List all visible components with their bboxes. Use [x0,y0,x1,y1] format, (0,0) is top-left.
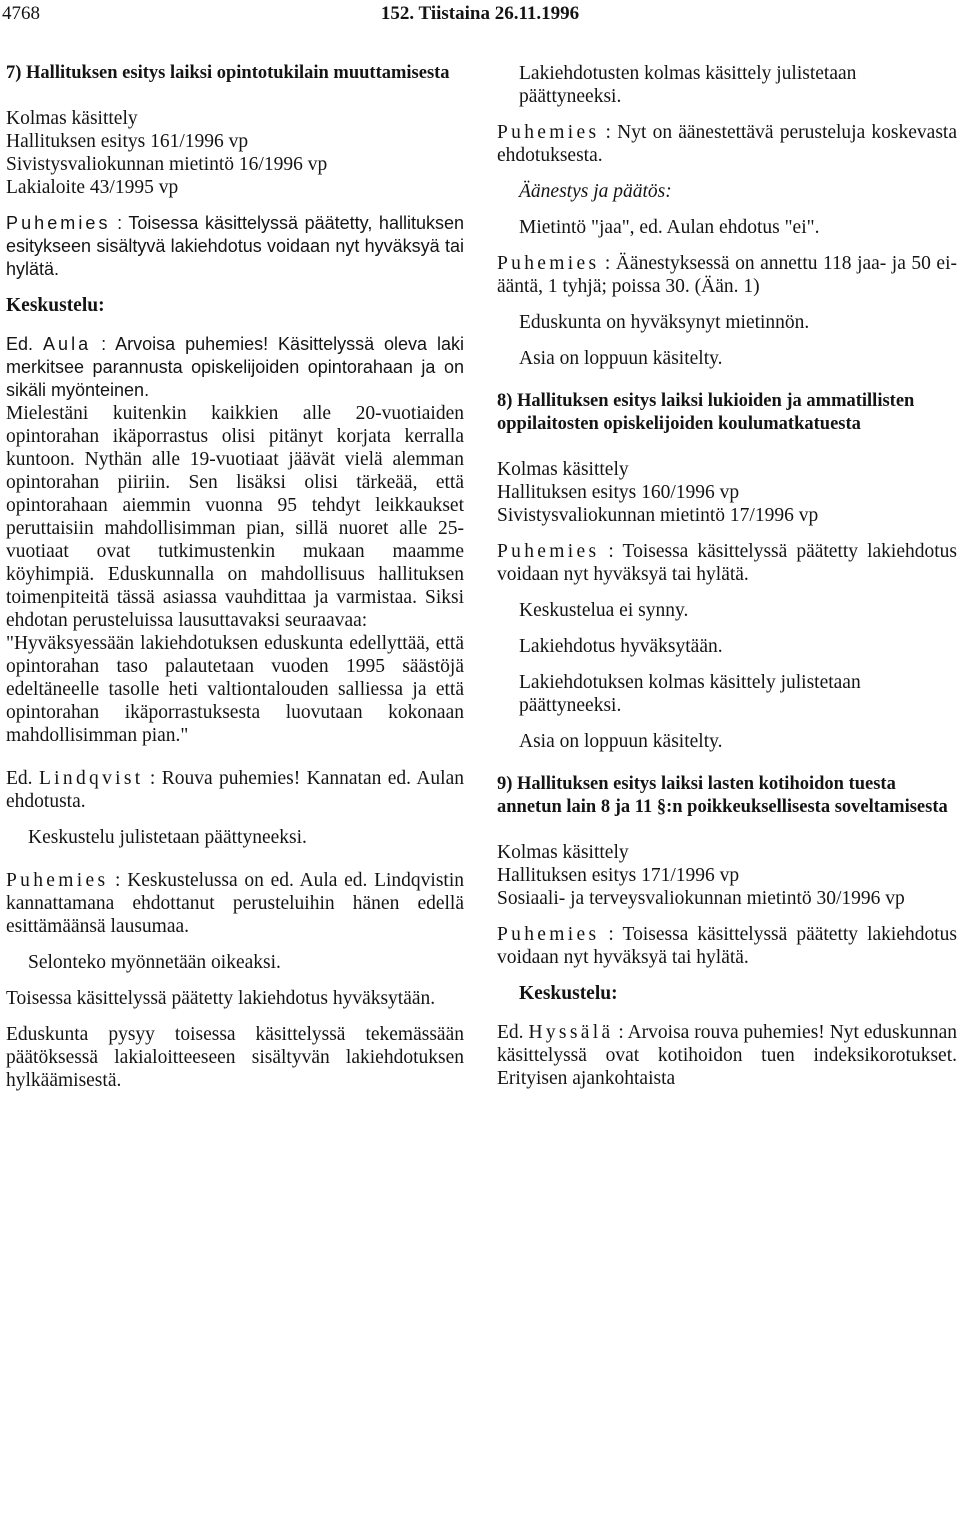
reference-line: Hallituksen esitys 160/1996 vp [497,482,740,503]
right-column [497,62,957,1103]
speech-paragraph: Ed. Lindqvist : Rouva puhemies! Kannatan ed. Aulan ehdotusta. [6,768,465,812]
reference-line: Sivistysvaliokunnan mietintö 16/1996 vp [6,154,328,175]
speaker-name: Puhemies [6,870,109,891]
vote-options: Mietintö "jaa", ed. Aulan ehdotus "ei". [519,217,820,238]
speech-text: Toisessa käsittelyssä päätetty lakiehdotus voidaan nyt hyväksyä tai hylätä. [497,924,957,968]
statement: Asia on loppuun käsitelty. [519,731,723,752]
statement: Lakiehdotuksen kolmas käsittely julistetaan päättyneeksi. [519,672,861,716]
reference-line: Kolmas käsittely [497,459,629,480]
statement: Toisessa käsittelyssä päätetty lakiehdotus hyväksytään. [6,988,436,1009]
item9-references [497,841,957,910]
reference-line: Sivistysvaliokunnan mietintö 17/1996 vp [497,505,819,526]
statement: Lakiehdotusten kolmas käsittely julistetaan päättyneeksi. [519,63,857,107]
item9-title: 9) Hallituksen esitys laiksi lasten kotihoidon tuesta annetun lain 8 ja 11 §:n poikkeuksellisesta soveltamisesta [497,774,948,817]
speech-text: Toisessa käsittelyssä päätetty, hallituksen esitykseen sisältyvä lakiehdotus voidaan nyt hyväksyä tai hylätä. [6,213,464,279]
item8-references [497,458,957,527]
page-header [0,0,960,34]
keskustelu-label: Keskustelu: [6,295,105,316]
issue-title: 152. Tiistaina 26.11.1996 [380,3,580,24]
reference-line: Hallituksen esitys 171/1996 vp [497,865,740,886]
speaker-prefix: Ed. [497,1022,524,1043]
statement: Eduskunta pysyy toisessa käsittelyssä tekemässään päätöksessä lakialoitteeseen sisältyvän lakiehdotuksen hylkäämisestä. [6,1024,464,1091]
item7-references [6,107,464,199]
statement: Asia on loppuun käsitelty. [519,348,723,369]
speaker-paragraph: Puhemies : Toisessa käsittelyssä päätetty lakiehdotus voidaan nyt hyväksyä tai hylätä. [497,541,957,585]
page-number: 4768 [2,3,40,24]
statement: Lakiehdotus hyväksytään. [519,636,723,657]
speech-text: Äänestyksessä on annettu 118 jaa- ja 50 ei-ääntä, 1 tyhjä; poissa 30. (Ään. 1) [497,253,957,297]
speech-text: Toisessa käsittelyssä päätetty lakiehdotus voidaan nyt hyväksyä tai hylätä. [497,541,957,585]
speech-text: Nyt on äänestettävä perusteluja koskevasta ehdotuksesta. [497,122,957,166]
speaker-prefix: Ed. [6,768,33,789]
speaker-paragraph: Puhemies : Toisessa käsittelyssä päätetty, hallituksen esitykseen sisältyvä lakiehdotus voidaan nyt hyväksyä tai hylätä. [6,213,464,279]
speech-text: Arvoisa puhemies! Käsittelyssä oleva laki merkitsee parannusta opiskelijoiden opintorahaan ja on sikäli myönteinen. [6,334,464,400]
vote-heading: Äänestys ja päätös: [519,181,672,202]
speaker-name: Puhemies [497,924,600,945]
reference-line: Sosiaali- ja terveysvaliokunnan mietintö 30/1996 vp [497,888,905,909]
reference-line: Kolmas käsittely [6,108,138,129]
proposal-quote: "Hyväksyessään lakiehdotuksen eduskunta edellyttää, että opintorahan taso palautetaan vuoden 1995 säästöjä edeltäneelle tasolle heti valtiontalouden salliessa ja että opintorahan ikäporrastuksesta luovutaan kokonaan mahdollisimman pian." [6,633,464,746]
reference-line: Hallituksen esitys 161/1996 vp [6,131,249,152]
speech-paragraph: Ed. Aula : Arvoisa puhemies! Käsittelyssä oleva laki merkitsee parannusta opiskelijoiden opintorahaan ja on sikäli myönteinen. [6,334,464,400]
speech-paragraph: Ed. Hyssälä : Arvoisa rouva puhemies! Nyt eduskunnan käsittelyssä ovat kotihoidon tuen indeksikorotukset. Erityisen ajankohtaista [497,1022,958,1089]
keskustelu-label: Keskustelu: [519,983,618,1004]
reference-line: Kolmas käsittely [497,842,629,863]
speaker-paragraph: Puhemies : Nyt on äänestettävä perusteluja koskevasta ehdotuksesta. [497,122,957,166]
speech-text: Keskustelussa on ed. Aula ed. Lindqvistin kannattamana ehdottanut perusteluihin hänen edellä esittämäänsä lausumaa. [6,870,464,937]
speaker-name: Lindqvist [38,768,144,789]
speech-text: Arvoisa rouva puhemies! Nyt eduskunnan käsittelyssä ovat kotihoidon tuen indeksikorotukset. Erityisen ajankohtaista [497,1022,958,1089]
statement: Keskustelua ei synny. [519,600,689,621]
speaker-paragraph: Puhemies : Toisessa käsittelyssä päätetty lakiehdotus voidaan nyt hyväksyä tai hylätä. [497,924,957,968]
speaker-name: Puhemies [497,541,600,562]
statement: Eduskunta on hyväksynyt mietinnön. [519,312,810,333]
debate-closed: Keskustelu julistetaan päättyneeksi. [28,827,307,848]
speaker-paragraph: Puhemies : Keskustelussa on ed. Aula ed. Lindqvistin kannattamana ehdottanut perusteluihin hänen edellä esittämäänsä lausumaa. [6,870,464,937]
speaker-name: Puhemies [6,213,111,233]
statement: Selonteko myönnetään oikeaksi. [28,952,281,973]
speech-text: Rouva puhemies! Kannatan ed. Aulan ehdotusta. [6,768,465,812]
left-column [6,62,464,1105]
speaker-prefix: Ed. [6,334,34,354]
speaker-name: Puhemies [497,122,600,143]
speaker-name: Puhemies [497,253,600,274]
speech-text-continued: Mielestäni kuitenkin kaikkien alle 20-vuotiaiden opintorahan ikäporrastus olisi pitänyt korjata kerralla kuntoon. Nythän alle 19-vuotiaat jäävät vielä alemman opintorahan piiriin. Sen lisäksi olisi tärkeää, että opintorahaan aiemmin vuonna 95 tehdyt leikkaukset peruttaisiin mahdollisimman pian, sillä nuoret alle 25-vuotiaat ovat tutkimustenkin mukaan maamme köyhimpiä. Eduskunnalla on mahdollisuus hallituksen toimenpiteitä tässä asiassa vauhdittaa ja varmistaa. Siksi ehdotan perusteluissa lausuttavaksi seuraavaa: [6,403,464,631]
item8-title: 8) Hallituksen esitys laiksi lukioiden ja ammatillisten oppilaitosten opiskelijoiden koulumatkatuesta [497,391,915,434]
reference-line: Lakialoite 43/1995 vp [6,177,179,198]
speaker-name: Aula [42,334,92,354]
speaker-name: Hyssälä [528,1022,614,1043]
speaker-paragraph: Puhemies : Äänestyksessä on annettu 118 jaa- ja 50 ei-ääntä, 1 tyhjä; poissa 30. (Ään. 1) [497,253,957,297]
item7-title: 7) Hallituksen esitys laiksi opintotukilain muuttamisesta [6,63,450,83]
